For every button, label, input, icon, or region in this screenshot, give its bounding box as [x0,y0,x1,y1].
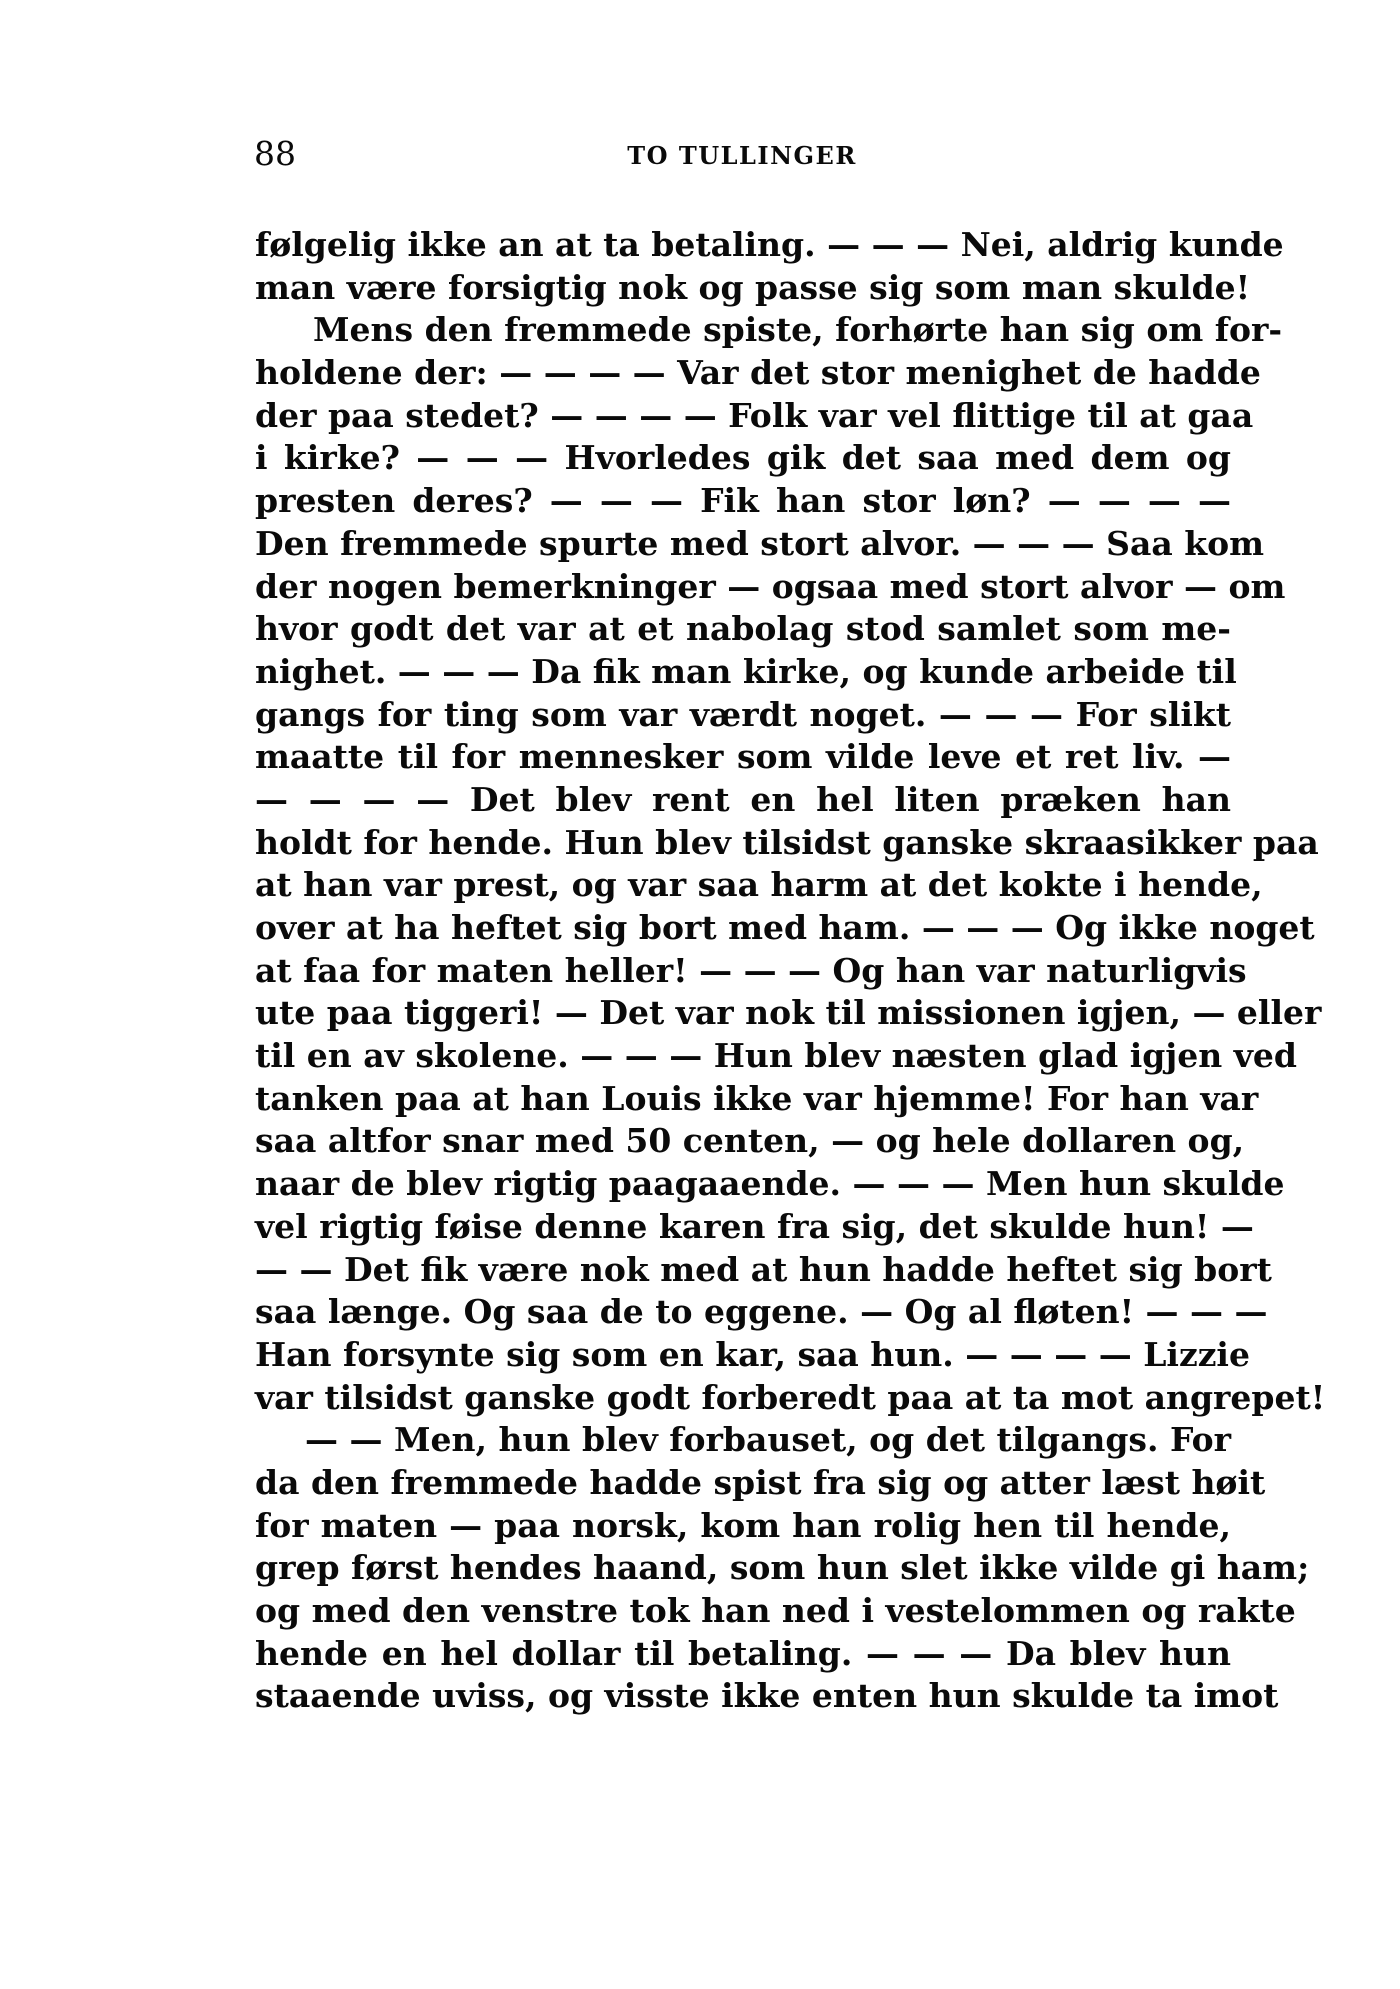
text-line: at faa for maten heller! — — — Og han var naturligvis [255,950,1247,990]
text-line: naar de blev rigtig paagaaende. — — — Men hun skulde [255,1164,1285,1204]
text-line: hvor godt det var at et nabolag stod samlet som me- [255,609,1231,649]
text-line: nighet. — — — Da fik man kirke, og kunde arbeide til [255,651,1237,691]
text-line: gangs for ting som var værdt noget. — — — For slikt [255,694,1231,734]
text-line: i kirke? — — — Hvorledes gik det saa med dem og [255,438,1231,478]
text-line: følgelig ikke an at ta betaling. — — — Nei, aldrig kunde [255,225,1284,264]
text-line: Den fremmede spurte med stort alvor. — — — Saa kom [255,523,1265,563]
text-line: grep først hendes haand, som hun slet ikke vilde gi ham; [255,1548,1310,1588]
text-line: til en av skolene. — — — Hun blev næsten glad igjen ved [255,1036,1297,1076]
text-line: da den fremmede hadde spist fra sig og atter læst høit [255,1462,1266,1502]
text-line: at han var prest, og var saa harm at det kokte i hende, [255,865,1263,905]
text-line: Han forsynte sig som en kar, saa hun. — — — — Lizzie [255,1334,1250,1374]
page-number: 88 [254,134,296,173]
text-line: — — — — Det blev rent en hel liten præken han [255,779,1231,819]
text-line: hende en hel dollar til betaling. — — — Da blev hun [255,1633,1231,1673]
text-line: tanken paa at han Louis ikke var hjemme! For han var [255,1078,1259,1118]
text-line: over at ha heftet sig bort med ham. — — — Og ikke noget [255,908,1315,947]
running-head: TO TULLINGER [627,141,857,170]
text-line: var tilsidst ganske godt forberedt paa at ta mot angrepet! [255,1377,1326,1417]
text-line: Mens den fremmede spiste, forhørte han sig om for- [313,310,1283,350]
text-line: presten deres? — — — Fik han stor løn? — — — — [255,481,1231,521]
text-line: — — Men, hun blev forbauset, og det tilgangs. For [305,1420,1231,1460]
text-line: der nogen bemerkninger — ogsaa med stort alvor — om [255,566,1286,606]
text-line: — — Det fik være nok med at hun hadde heftet sig bort [255,1249,1272,1289]
text-line: maatte til for mennesker som vilde leve et ret liv. — [255,737,1231,777]
text-line: og med den venstre tok han ned i vestelommen og rakte [255,1591,1296,1630]
text-line: saa længe. Og saa de to eggene. — Og al fløten! — — — [255,1292,1268,1332]
text-line: vel rigtig føise denne karen fra sig, det skulde hun! — [255,1206,1254,1246]
body-text [255,224,1326,1718]
page-header [254,134,1230,174]
text-line: for maten — paa norsk, kom han rolig hen til hende, [255,1505,1231,1545]
text-line: holdene der: — — — — Var det stor menighet de hadde [255,353,1261,393]
text-line: man være forsigtig nok og passe sig som man skulde! [255,267,1251,307]
text-line: ute paa tiggeri! — Det var nok til missionen igjen, — eller [255,993,1322,1033]
text-line: der paa stedet? — — — — Folk var vel flittige til at gaa [255,395,1254,435]
text-line: staaende uviss, og visste ikke enten hun skulde ta imot [255,1676,1279,1716]
text-line: saa altfor snar med 50 centen, — og hele dollaren og, [255,1121,1245,1161]
text-line: holdt for hende. Hun blev tilsidst ganske skraasikker paa [255,822,1319,862]
